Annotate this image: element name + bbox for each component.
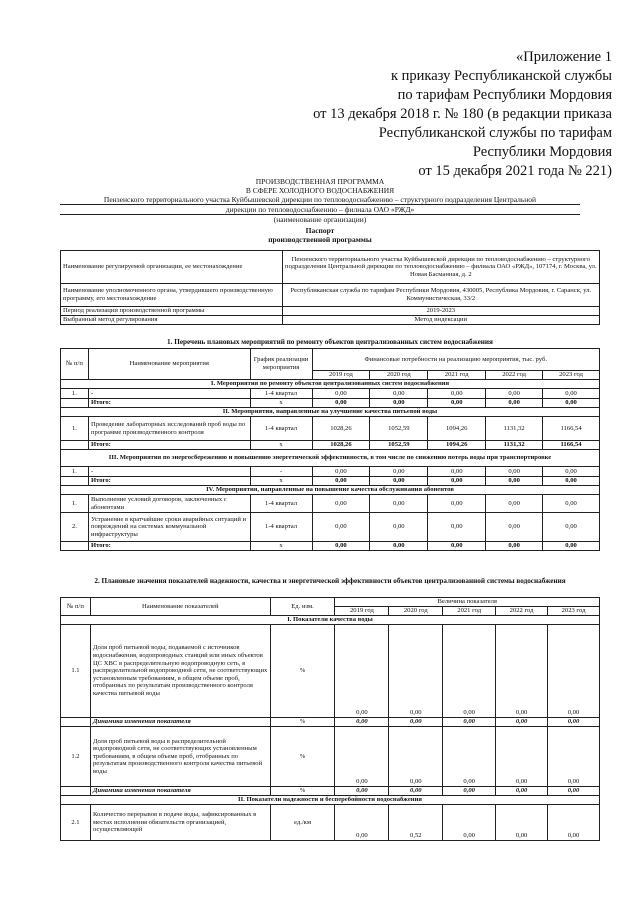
col-header: № п/п — [61, 598, 91, 616]
table-cell: Выполнение условий договоров, заключенных с абонентами — [88, 495, 250, 513]
table-cell: 0,00 — [548, 727, 600, 787]
table-cell: Пензенского территориального участка Куйбышевской дирекции по тепловодоснабжению – структурного подразделения Центральной дирекции по тепловодоснабжению – филиала ОАО «РЖД», 107174, г. Москва, ул. Новая Басманная, д. 2 — [282, 251, 599, 284]
table-cell: 1. — [61, 495, 89, 513]
table-cell: 0,00 — [443, 787, 496, 796]
table-cell: 0,00 — [543, 513, 600, 542]
table-row — [61, 251, 600, 284]
col-header: Ед. изм. — [270, 598, 335, 616]
passport-table — [60, 250, 600, 325]
table-row — [61, 307, 600, 316]
table-cell: 0,00 — [543, 399, 600, 408]
table-cell: 0,00 — [486, 495, 543, 513]
passport-title: Паспорт — [305, 226, 335, 235]
table-cell: 0,00 — [486, 389, 543, 399]
table-row — [61, 389, 600, 399]
table-cell: 0,00 — [370, 542, 428, 551]
table-cell: 0,00 — [543, 542, 600, 551]
header-line: Республиканской службы по тарифам — [378, 125, 612, 141]
table-cell: 0,00 — [389, 727, 443, 787]
table-cell: x — [250, 477, 312, 486]
table-cell: 0,00 — [389, 718, 443, 727]
table-row — [61, 495, 600, 513]
group-row — [61, 450, 600, 467]
org-caption: (наименование организации) — [273, 215, 367, 224]
table-cell: Динамика изменения показателя — [90, 787, 270, 796]
table-row — [61, 727, 600, 787]
table-cell: 0,00 — [496, 625, 548, 718]
col-header: № п/п — [61, 349, 89, 380]
table-cell: 0,00 — [335, 625, 389, 718]
group-title: I. Мероприятия по ремонту объектов централизованных систем водоснабжения — [61, 380, 600, 389]
table-cell: 0,00 — [312, 495, 370, 513]
group-row — [61, 380, 600, 389]
table-cell: 0,00 — [496, 787, 548, 796]
table-cell: Наименование регулируемой организации, ее местонахождение — [61, 251, 283, 284]
group-title: II. Показатели надежности и бесперебойности водоснабжения — [61, 796, 600, 805]
table-cell: ед./км — [270, 805, 335, 841]
passport-subtitle: производственной программы — [268, 235, 372, 244]
table-row — [61, 417, 600, 441]
title-line: ПРОИЗВОДСТВЕННАЯ ПРОГРАММА — [255, 177, 385, 186]
table-cell: 1052,59 — [370, 441, 428, 450]
table-cell: 1-4 квартал — [250, 495, 312, 513]
table-cell: 1. — [61, 389, 89, 399]
table-cell: - — [88, 467, 250, 477]
group-row — [61, 796, 600, 805]
col-header: Наименование показателей — [90, 598, 270, 616]
table-cell: 1.2 — [61, 727, 91, 787]
total-row — [61, 542, 600, 551]
group-title: I. Показатели качества воды — [61, 616, 600, 625]
table-cell: 0,00 — [428, 495, 486, 513]
table-cell: Количество перерывов в подаче воды, зафиксированных в местах исполнения обязательств организацией, осуществляющей — [90, 805, 270, 841]
col-header: Финансовые потребности на реализацию мероприятия, тыс. руб. — [312, 349, 600, 371]
table-cell: 0,00 — [486, 399, 543, 408]
header-line: «Приложение 1 — [516, 49, 612, 65]
table-cell: 0,00 — [443, 718, 496, 727]
year-header: 2019 год — [335, 607, 389, 616]
measures-table — [60, 348, 600, 551]
table-cell: 0,00 — [428, 513, 486, 542]
table-cell: Итого: — [88, 399, 250, 408]
table-row — [61, 718, 600, 727]
indicators-table — [60, 597, 600, 841]
table-cell: x — [250, 441, 312, 450]
header-line: от 13 декабря 2018 г. № 180 (в редакции приказа — [313, 106, 612, 122]
table-cell: 0,00 — [312, 542, 370, 551]
table-cell: 0,00 — [389, 625, 443, 718]
year-header: 2022 год — [486, 371, 543, 380]
table-header-row — [61, 598, 600, 607]
table-cell: 0,00 — [548, 625, 600, 718]
table-cell: % — [270, 718, 335, 727]
org-name: Пензенского территориального участка Куйбышевской дирекции по тепловодоснабжению – структурного подразделения Центральной — [60, 195, 580, 205]
header-line: по тарифам Республики Мордовия — [397, 87, 612, 103]
table-row — [61, 625, 600, 718]
table-row — [61, 787, 600, 796]
year-header: 2022 год — [496, 607, 548, 616]
group-row — [61, 408, 600, 417]
header-line: от 15 декабря 2021 года № 221) — [418, 163, 612, 179]
table-cell: 1-4 квартал — [250, 513, 312, 542]
table-cell: 0,00 — [443, 805, 496, 841]
table-cell: 0,00 — [312, 467, 370, 477]
table-cell: 0,00 — [428, 399, 486, 408]
table-cell: 1-4 квартал — [250, 417, 312, 441]
table-cell: 1094,26 — [428, 417, 486, 441]
table-cell: 1166,54 — [543, 417, 600, 441]
section-title: 1. Перечень плановых мероприятий по ремонту объектов централизованных систем водоснабжения — [167, 338, 493, 346]
table-cell: 0,52 — [389, 805, 443, 841]
table-cell: 0,00 — [443, 727, 496, 787]
table-cell: 0,00 — [370, 513, 428, 542]
group-title: III. Мероприятия по энергосбережению и повышению энергетической эффективности, в том числе по снижению потерь воды при транспортировке — [61, 450, 600, 467]
table-cell: 1028,26 — [312, 441, 370, 450]
table-cell: 0,00 — [486, 542, 543, 551]
table-cell: 0,00 — [496, 805, 548, 841]
table-cell: Доля проб питьевой воды в распределительной водопроводной сети, не соответствующих установленным требованиям, в общем объеме проб, отобранных по результатам производственного контроля качества питьевой воды — [90, 727, 270, 787]
group-title: II. Мероприятия, направленные на улучшение качества питьевой воды — [61, 408, 600, 417]
table-cell: 0,00 — [335, 727, 389, 787]
table-cell: 0,00 — [312, 399, 370, 408]
table-cell: 0,00 — [543, 389, 600, 399]
table-cell: % — [270, 787, 335, 796]
table-cell: 1028,26 — [312, 417, 370, 441]
table-cell: Итого: — [88, 542, 250, 551]
col-header: График реализации мероприятия — [250, 349, 312, 380]
header-line: к приказу Республиканской службы — [390, 68, 612, 84]
table-cell: 0,00 — [543, 495, 600, 513]
table-cell: Выбранный метод регулирования — [61, 316, 283, 325]
table-cell: 1.1 — [61, 625, 91, 718]
table-cell: 1. — [61, 467, 89, 477]
total-row — [61, 441, 600, 450]
table-cell: 0,00 — [335, 718, 389, 727]
table-cell: % — [270, 625, 335, 718]
year-header: 2023 год — [543, 371, 600, 380]
table-cell: Итого: — [88, 477, 250, 486]
table-cell: - — [250, 467, 312, 477]
table-row — [61, 467, 600, 477]
year-header: 2021 год — [443, 607, 496, 616]
table-cell: 0,00 — [370, 467, 428, 477]
table-cell: 0,00 — [335, 805, 389, 841]
year-header: 2020 год — [389, 607, 443, 616]
table-cell: 2.1 — [61, 805, 91, 841]
table-cell: 0,00 — [548, 787, 600, 796]
table-cell: 0,00 — [312, 513, 370, 542]
table-cell: 1094,26 — [428, 441, 486, 450]
table-cell: 1. — [61, 417, 89, 441]
group-row — [61, 486, 600, 495]
table-cell: 0,00 — [486, 477, 543, 486]
table-cell: 0,00 — [428, 477, 486, 486]
table-cell: 0,00 — [496, 727, 548, 787]
table-cell: 0,00 — [496, 718, 548, 727]
table-cell: 0,00 — [428, 467, 486, 477]
table-cell: 0,00 — [428, 542, 486, 551]
table-cell: Устранение в кратчайшие сроки аварийных ситуаций и повреждений на системах коммунальной инфраструктуры — [88, 513, 250, 542]
col-header: Наименование мероприятия — [88, 349, 250, 380]
table-header-row — [61, 349, 600, 371]
table-cell: Динамика изменения показателя — [90, 718, 270, 727]
table-cell: 0,00 — [443, 625, 496, 718]
table-cell: Наименование уполномоченного органа, утвердившего производственную программу, его местонахождение — [61, 284, 283, 307]
table-cell: Доля проб питьевой воды, подаваемой с источников водоснабжения, водопроводных станций или иных объектов ЦС ХВС в распределительную водопроводную сеть, в распределительной водопроводной сети, не соответствующих установленным требованиям, в общем объеме проб, отобранных по результатам производственного контроля качества питьевой воды — [90, 625, 270, 718]
appendix-header — [313, 48, 612, 181]
table-cell: 0,00 — [335, 787, 389, 796]
table-cell: 1052,59 — [370, 417, 428, 441]
table-cell: 0,00 — [370, 399, 428, 408]
document-title — [0, 177, 640, 244]
table-cell: 0,00 — [428, 389, 486, 399]
table-cell: 0,00 — [543, 477, 600, 486]
table-cell: 0,00 — [370, 389, 428, 399]
table-cell: 0,00 — [543, 467, 600, 477]
group-title: IV. Мероприятия, направленные на повышение качества обслуживания абонентов — [61, 486, 600, 495]
table-cell: 0,00 — [486, 513, 543, 542]
table-cell: Проведение лабораторных исследований проб воды по программе производственного контроля — [88, 417, 250, 441]
table-cell: Республиканская служба по тарифам Республики Мордовия, 430005, Республика Мордовия, г. Саранск, ул. Коммунистическая, 33/2 — [282, 284, 599, 307]
table-cell: 1131,32 — [486, 441, 543, 450]
table-cell: 0,00 — [548, 718, 600, 727]
group-row — [61, 616, 600, 625]
table-cell: 1131,32 — [486, 417, 543, 441]
table-cell: 0,00 — [312, 389, 370, 399]
org-name-cont: дирекции по тепловодоснабжению – филиала ОАО «РЖД» — [60, 205, 580, 215]
table-cell: 0,00 — [370, 495, 428, 513]
table-cell: 0,00 — [312, 477, 370, 486]
year-header: 2019 год — [312, 371, 370, 380]
year-header: 2021 год — [428, 371, 486, 380]
table-cell: 0,00 — [370, 477, 428, 486]
table-row — [61, 805, 600, 841]
table-row — [61, 316, 600, 325]
table-cell: x — [250, 399, 312, 408]
table-cell: % — [270, 727, 335, 787]
table-cell: 0,00 — [389, 787, 443, 796]
total-row — [61, 477, 600, 486]
table-cell: 1-4 квартал — [250, 389, 312, 399]
table-cell: 0,00 — [548, 805, 600, 841]
year-header: 2020 год — [370, 371, 428, 380]
table-cell: 2019-2023 — [282, 307, 599, 316]
section-title: 2. Плановые значения показателей надежности, качества и энергетической эффективности объектов централизованной системы водоснабжения — [94, 577, 566, 585]
table-row — [61, 513, 600, 542]
table-cell: Итого: — [88, 441, 250, 450]
table-cell: - — [88, 389, 250, 399]
table-cell: Метод индексации — [282, 316, 599, 325]
header-line: Республики Мордовия — [472, 144, 612, 160]
table-row — [61, 284, 600, 307]
col-header: Величина показателя — [335, 598, 600, 607]
year-header: 2023 год — [548, 607, 600, 616]
total-row — [61, 399, 600, 408]
title-line: В СФЕРЕ ХОЛОДНОГО ВОДОСНАБЖЕНИЯ — [245, 186, 395, 195]
table-cell: Период реализации производственной программы — [61, 307, 283, 316]
table-cell: 1166,54 — [543, 441, 600, 450]
table-cell: 0,00 — [486, 467, 543, 477]
table-cell: 2. — [61, 513, 89, 542]
table-cell: x — [250, 542, 312, 551]
